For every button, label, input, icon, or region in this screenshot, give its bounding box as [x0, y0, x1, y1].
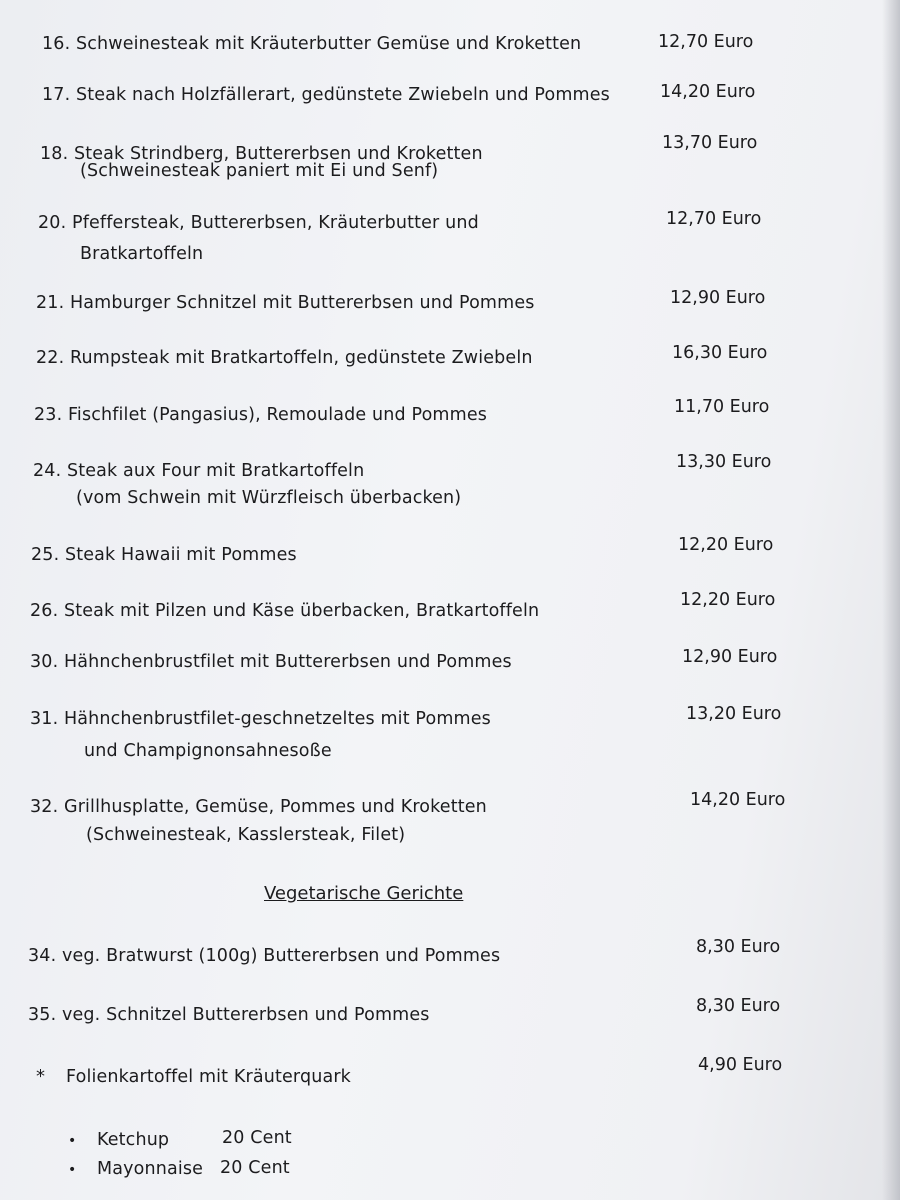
menu-item-32-price: 14,20 Euro — [690, 790, 786, 810]
menu-item-26-title: 26. Steak mit Pilzen und Käse überbacken, Bratkartoffeln — [30, 601, 540, 621]
menu-item-32-title: 32. Grillhusplatte, Gemüse, Pommes und Kroketten — [30, 797, 487, 817]
extra-bullet: • — [68, 1162, 77, 1178]
menu-item-22-price: 16,30 Euro — [672, 343, 768, 363]
menu-item-20-title: 20. Pfeffersteak, Buttererbsen, Kräuterbutter und — [38, 213, 479, 233]
menu-item-25-price: 12,20 Euro — [678, 535, 774, 555]
menu-item-16-title: 16. Schweinesteak mit Kräuterbutter Gemüse und Kroketten — [42, 34, 582, 54]
menu-item-24-price: 13,30 Euro — [676, 452, 772, 472]
menu-item-31-price: 13,20 Euro — [686, 704, 782, 724]
menu-item-31-title: 31. Hähnchenbrustfilet-geschnetzeltes mit Pommes — [30, 709, 491, 729]
menu-item-23-title: 23. Fischfilet (Pangasius), Remoulade und Pommes — [34, 405, 488, 425]
menu-item-24-title: 24. Steak aux Four mit Bratkartoffeln — [33, 461, 365, 481]
menu-item-23-price: 11,70 Euro — [674, 397, 770, 417]
menu-item-34-price: 8,30 Euro — [696, 937, 781, 957]
menu-item-32-note: (Schweinesteak, Kasslersteak, Filet) — [86, 825, 406, 845]
menu-item-18-price: 13,70 Euro — [662, 133, 758, 153]
extra-ketchup-price: 20 Cent — [222, 1128, 292, 1148]
menu-item-31-note: und Champignonsahnesoße — [84, 741, 332, 761]
menu-item-18-title: 18. Steak Strindberg, Buttererbsen und Kroketten — [40, 144, 483, 164]
menu-item-20-note: Bratkartoffeln — [80, 244, 204, 264]
menu-item-35-title: 35. veg. Schnitzel Buttererbsen und Pommes — [28, 1005, 430, 1025]
menu-item-18-note: (Schweinesteak paniert mit Ei und Senf) — [80, 161, 439, 181]
side-item-asterisk: * — [36, 1066, 45, 1087]
menu-item-34-title: 34. veg. Bratwurst (100g) Buttererbsen und Pommes — [28, 946, 501, 966]
extra-ketchup-label: Ketchup — [97, 1130, 170, 1150]
menu-item-22-title: 22. Rumpsteak mit Bratkartoffeln, gedünstete Zwiebeln — [36, 348, 533, 368]
menu-item-24-note: (vom Schwein mit Würzfleisch überbacken) — [76, 488, 462, 508]
vegetarian-section-heading: Vegetarische Gerichte — [264, 883, 464, 904]
extra-mayonnaise-label: Mayonnaise — [97, 1159, 204, 1179]
menu-item-35-price: 8,30 Euro — [696, 996, 781, 1016]
menu-item-21-title: 21. Hamburger Schnitzel mit Buttererbsen und Pommes — [36, 293, 535, 313]
menu-item-30-title: 30. Hähnchenbrustfilet mit Buttererbsen und Pommes — [30, 652, 512, 672]
extra-bullet: • — [68, 1133, 77, 1149]
menu-item-17-price: 14,20 Euro — [660, 82, 756, 102]
menu-item-26-price: 12,20 Euro — [680, 590, 776, 610]
side-item-price: 4,90 Euro — [698, 1055, 783, 1075]
extra-mayonnaise-price: 20 Cent — [220, 1158, 290, 1178]
side-item-title: Folienkartoffel mit Kräuterquark — [66, 1067, 351, 1087]
menu-item-25-title: 25. Steak Hawaii mit Pommes — [31, 545, 297, 565]
menu-item-16-price: 12,70 Euro — [658, 32, 754, 52]
menu-item-21-price: 12,90 Euro — [670, 288, 766, 308]
menu-item-30-price: 12,90 Euro — [682, 647, 778, 667]
menu-item-17-title: 17. Steak nach Holzfällerart, gedünstete Zwiebeln und Pommes — [42, 85, 610, 105]
menu-item-20-price: 12,70 Euro — [666, 209, 762, 229]
